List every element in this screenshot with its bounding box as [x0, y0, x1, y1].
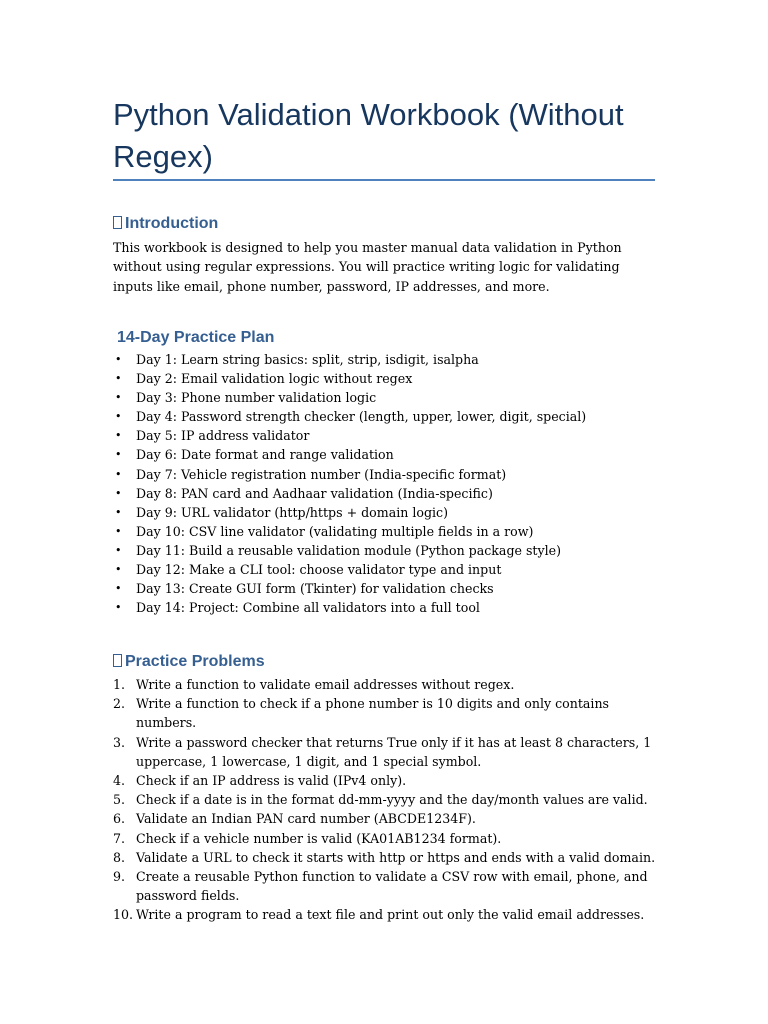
plan-item-text: Day 3: Phone number validation logic — [136, 390, 377, 406]
list-item — [113, 541, 658, 560]
bullet-icon: • — [115, 582, 122, 596]
plan-item-text: Day 11: Build a reusable validation module (Python package style) — [136, 542, 561, 558]
bullet-icon: • — [115, 563, 122, 577]
missing-glyph-icon — [113, 216, 122, 229]
list-item — [113, 675, 658, 694]
list-item — [113, 560, 658, 579]
list-item — [113, 350, 658, 369]
bullet-icon: • — [115, 391, 122, 405]
intro-heading — [113, 214, 218, 234]
plan-item-text: Day 1: Learn string basics: split, strip, isdigit, isalpha — [136, 352, 479, 367]
problem-text: Check if a vehicle number is valid (KA01AB1234 format). — [136, 830, 502, 846]
list-item — [113, 790, 658, 809]
list-item — [113, 867, 658, 905]
list-item — [113, 598, 658, 617]
list-item — [113, 809, 658, 828]
bullet-icon: • — [115, 505, 122, 519]
list-item — [113, 579, 658, 598]
list-item — [113, 388, 658, 407]
list-item — [113, 369, 658, 388]
problem-text: Write a function to check if a phone number is 10 digits and only contains numbers. — [136, 696, 610, 731]
plan-item-text: Day 4: Password strength checker (length, upper, lower, digit, special) — [136, 409, 587, 425]
problem-number: 5. — [113, 792, 126, 808]
bullet-icon: • — [115, 543, 122, 557]
problem-number: 6. — [113, 811, 126, 827]
list-item — [113, 484, 658, 503]
bullet-icon: • — [115, 372, 122, 386]
plan-item-text: Day 2: Email validation logic without regex — [136, 371, 413, 387]
problem-text: Validate a URL to check it starts with http or https and ends with a valid domain. — [136, 849, 656, 865]
bullet-icon: • — [115, 486, 122, 500]
problem-text: Write a password checker that returns True only if it has at least 8 characters, 1 uppercase, 1 lowercase, 1 digit, and 1 special symbol. — [136, 734, 652, 769]
list-item — [113, 407, 658, 426]
problem-number: 3. — [113, 734, 126, 750]
list-item — [113, 905, 658, 924]
problem-text: Create a reusable Python function to validate a CSV row with email, phone, and password fields. — [136, 869, 648, 904]
problem-number: 2. — [113, 696, 126, 712]
missing-glyph-icon — [113, 654, 122, 667]
bullet-icon: • — [115, 524, 122, 538]
bullet-icon: • — [115, 601, 122, 615]
list-item — [113, 503, 658, 522]
plan-item-text: Day 13: Create GUI form (Tkinter) for validation checks — [136, 581, 494, 597]
list-item — [113, 848, 658, 867]
bullet-icon: • — [115, 410, 122, 424]
title-divider — [113, 179, 655, 181]
problem-number: 9. — [113, 869, 126, 885]
problem-number: 10. — [113, 907, 134, 923]
list-item — [113, 522, 658, 541]
problem-text: Check if a date is in the format dd-mm-yyyy and the day/month values are valid. — [136, 792, 648, 808]
plan-item-text: Day 6: Date format and range validation — [136, 447, 394, 463]
problem-text: Validate an Indian PAN card number (ABCDE1234F). — [136, 811, 476, 827]
problems-list — [113, 675, 658, 925]
problems-heading-text: Practice Problems — [125, 653, 265, 670]
plan-item-text: Day 12: Make a CLI tool: choose validator type and input — [136, 562, 502, 578]
problem-number: 8. — [113, 849, 126, 865]
plan-item-text: Day 10: CSV line validator (validating multiple fields in a row) — [136, 523, 534, 539]
plan-list — [113, 350, 658, 617]
list-item — [113, 694, 658, 732]
list-item — [113, 465, 658, 484]
problem-text: Write a program to read a text file and print out only the valid email addresses. — [136, 907, 645, 923]
list-item — [113, 733, 658, 771]
problem-number: 4. — [113, 773, 126, 789]
intro-paragraph: This workbook is designed to help you master manual data validation in Python without using regular expressions. You will practice writing logic for validating inputs like email, phone number, password, IP addresses, and more. — [113, 240, 622, 294]
plan-heading: 14-Day Practice Plan — [117, 329, 275, 346]
plan-item-text: Day 7: Vehicle registration number (India-specific format) — [136, 466, 507, 482]
list-item — [113, 771, 658, 790]
problem-text: Check if an IP address is valid (IPv4 only). — [136, 773, 407, 789]
list-item — [113, 829, 658, 848]
bullet-icon: • — [115, 429, 122, 443]
intro-heading-text: Introduction — [125, 215, 219, 232]
document-title: Python Validation Workbook (Without Regex) — [113, 97, 624, 174]
plan-item-text: Day 14: Project: Combine all validators into a full tool — [136, 600, 480, 616]
problem-text: Write a function to validate email addresses without regex. — [136, 677, 515, 692]
plan-item-text: Day 8: PAN card and Aadhaar validation (India-specific) — [136, 485, 493, 501]
plan-item-text: Day 5: IP address validator — [136, 428, 310, 444]
problem-number: 7. — [113, 830, 126, 846]
bullet-icon: • — [115, 467, 122, 481]
problem-number: 1. — [113, 677, 126, 692]
bullet-icon: • — [115, 353, 122, 366]
plan-item-text: Day 9: URL validator (http/https + domain logic) — [136, 504, 449, 520]
bullet-icon: • — [115, 448, 122, 462]
list-item — [113, 426, 658, 445]
problems-heading — [113, 652, 265, 672]
list-item — [113, 445, 658, 464]
